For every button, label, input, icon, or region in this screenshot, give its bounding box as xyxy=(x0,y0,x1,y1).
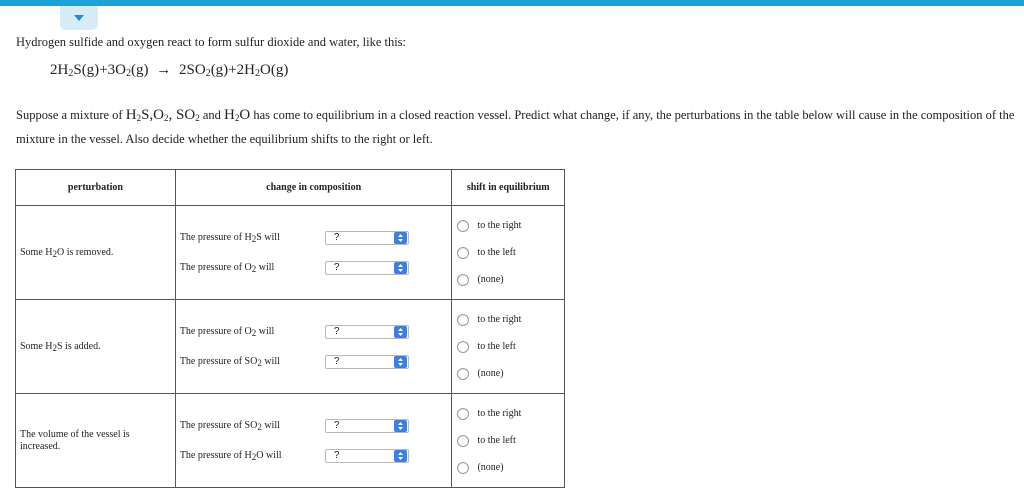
radio-label: to the right xyxy=(477,314,522,325)
shift-option[interactable] xyxy=(452,454,564,481)
up-down-arrows-icon xyxy=(394,420,407,432)
radio-button[interactable] xyxy=(457,408,469,420)
change-label: The pressure of $SO_2$ will xyxy=(179,356,280,368)
shift-option[interactable] xyxy=(452,212,564,239)
header-perturbation: perturbation xyxy=(16,170,176,206)
change-label: The pressure of $O_2$ will xyxy=(179,262,275,274)
shift-cell xyxy=(452,206,565,300)
perturbation-text: Some $H_2O$ is removed. xyxy=(20,246,114,259)
change-select[interactable] xyxy=(325,355,409,369)
change-label: The pressure of $SO_2$ will xyxy=(179,420,280,432)
select-value: ? xyxy=(333,450,340,461)
radio-label: (none) xyxy=(477,274,504,285)
change-label: The pressure of $H_2S$ will xyxy=(179,232,280,244)
change-select[interactable] xyxy=(325,261,409,275)
up-down-arrows-icon xyxy=(394,450,407,462)
shift-option[interactable] xyxy=(452,427,564,454)
up-down-arrows-icon xyxy=(394,262,407,274)
change-cell xyxy=(175,206,452,300)
radio-label: (none) xyxy=(477,462,504,473)
radio-button[interactable] xyxy=(457,341,469,353)
radio-button[interactable] xyxy=(457,462,469,474)
change-row xyxy=(176,347,452,377)
change-row xyxy=(176,317,452,347)
change-cell xyxy=(175,394,452,488)
shift-option[interactable] xyxy=(452,306,564,333)
change-select[interactable] xyxy=(325,449,409,463)
table-row xyxy=(16,300,565,394)
question-paragraph: Suppose a mixture of $H_2S,O_2$, $SO_2$ and $H_2O$ has come to equilibrium in a closed reaction vessel. Predict what change, if any, the perturbations in the table below will cause in the composition of the mixture in the vessel. Also decide whether the equilibrium shifts to the right or left. xyxy=(16,107,1015,146)
shift-option[interactable] xyxy=(452,266,564,293)
shift-option[interactable] xyxy=(452,333,564,360)
arrow-icon: → xyxy=(156,62,172,78)
change-select[interactable] xyxy=(325,419,409,433)
change-select[interactable] xyxy=(325,231,409,245)
radio-button[interactable] xyxy=(457,314,469,326)
up-down-arrows-icon xyxy=(394,326,407,338)
change-row xyxy=(176,223,452,253)
radio-button[interactable] xyxy=(457,368,469,380)
perturbation-text: The volume of the vessel is increased. xyxy=(20,428,130,452)
shift-cell xyxy=(452,300,565,394)
shift-cell xyxy=(452,394,565,488)
radio-button[interactable] xyxy=(457,274,469,286)
radio-label: to the right xyxy=(477,408,522,419)
select-value: ? xyxy=(333,232,340,243)
radio-button[interactable] xyxy=(457,220,469,232)
change-label: The pressure of $H_2O$ will xyxy=(179,450,282,462)
shift-option[interactable] xyxy=(452,239,564,266)
change-label: The pressure of $O_2$ will xyxy=(179,326,275,338)
radio-label: to the left xyxy=(477,341,516,352)
top-accent-bar xyxy=(0,0,1024,6)
collapse-toggle[interactable] xyxy=(60,6,98,30)
radio-label: to the left xyxy=(477,247,516,258)
perturbation-table xyxy=(15,169,565,488)
perturbation-cell xyxy=(16,394,176,488)
up-down-arrows-icon xyxy=(394,232,407,244)
change-row xyxy=(176,253,452,283)
perturbation-text: Some $H_2S$ is added. xyxy=(20,340,101,353)
radio-button[interactable] xyxy=(457,247,469,259)
radio-label: to the left xyxy=(477,435,516,446)
shift-option[interactable] xyxy=(452,400,564,427)
select-value: ? xyxy=(333,356,340,367)
header-shift: shift in equilibrium xyxy=(452,170,565,206)
change-row xyxy=(176,411,452,441)
change-select[interactable] xyxy=(325,325,409,339)
shift-option[interactable] xyxy=(452,360,564,387)
header-change: change in composition xyxy=(175,170,452,206)
select-value: ? xyxy=(333,420,340,431)
perturbation-cell xyxy=(16,206,176,300)
up-down-arrows-icon xyxy=(394,356,407,368)
radio-label: to the right xyxy=(477,220,522,231)
change-row xyxy=(176,441,452,471)
change-cell xyxy=(175,300,452,394)
table-row xyxy=(16,394,565,488)
chevron-down-icon xyxy=(73,14,85,22)
select-value: ? xyxy=(333,262,340,273)
perturbation-cell xyxy=(16,300,176,394)
select-value: ? xyxy=(333,326,340,337)
reaction-equation: $2H_2S(g)+3O_2(g) \to 2SO_2(g)+2H_2O(g)$ xyxy=(50,62,289,79)
intro-text: Hydrogen sulfide and oxygen react to form sulfur dioxide and water, like this: xyxy=(16,35,407,49)
radio-button[interactable] xyxy=(457,435,469,447)
radio-label: (none) xyxy=(477,368,504,379)
table-row xyxy=(16,206,565,300)
